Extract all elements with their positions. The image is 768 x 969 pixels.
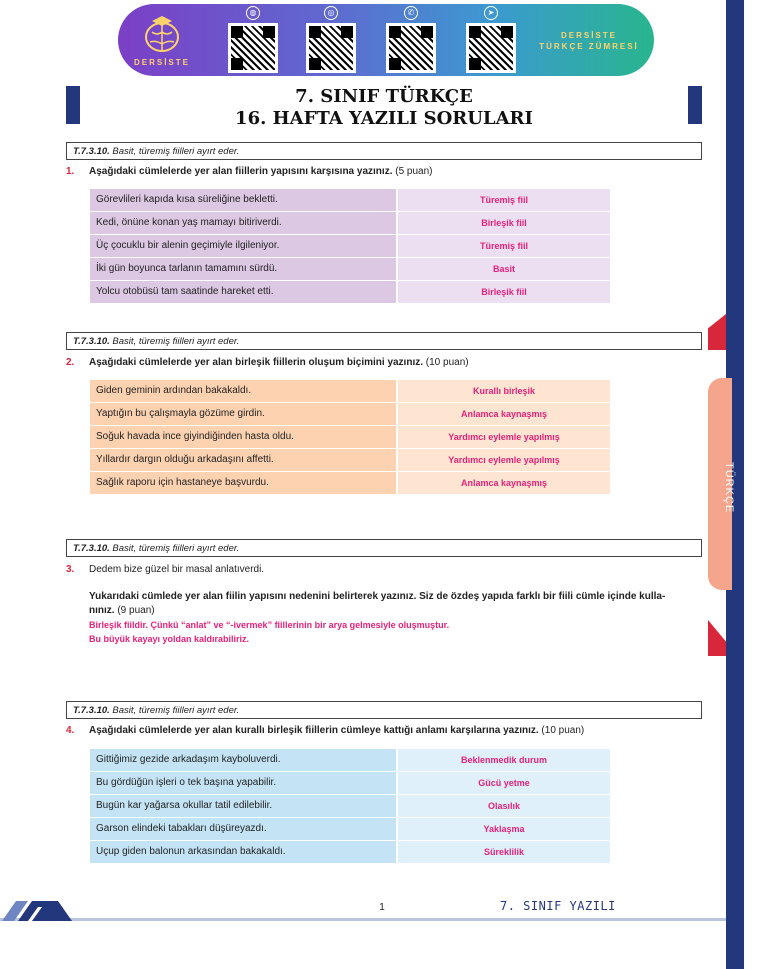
banner-right-text	[528, 30, 650, 52]
q2-outcome-text: Basit, türemiş fiilleri ayırt eder.	[109, 336, 240, 347]
q2-outcome-box	[66, 332, 702, 350]
page-number: 1	[379, 902, 385, 913]
qr-code-telegram[interactable]	[464, 6, 520, 72]
answer-cell: Anlamca kaynaşmış	[398, 403, 610, 425]
answer-cell: Beklenmedik durum	[398, 749, 610, 771]
q2-prompt: Aşağıdaki cümlelerde yer alan birleşik fiillerin oluşum biçimini yazınız.	[89, 357, 424, 368]
q3-answer-line2: Bu büyük kayayı yoldan kaldırabiliriz.	[89, 634, 250, 644]
whatsapp-icon: ✆	[404, 6, 418, 20]
answer-cell: Olasılık	[398, 795, 610, 817]
table-row	[90, 795, 610, 817]
sentence-cell: Giden geminin ardından bakakaldı.	[90, 380, 396, 402]
table-row	[90, 212, 610, 234]
sentence-cell: Görevlileri kapıda kısa süreliğine bekletti.	[90, 189, 396, 211]
q1-outcome-code: T.7.3.10.	[73, 146, 110, 157]
table-row	[90, 818, 610, 840]
q4-prompt: Aşağıdaki cümlelerde yer alan kurallı birleşik fiillerin cümleye kattığı anlamı karşılarına yazınız.	[89, 725, 539, 736]
sentence-cell: Yıllardır dargın olduğu arkadaşını affetti.	[90, 449, 396, 471]
sentence-cell: Bu gördüğün işleri o tek başına yapabilir.	[90, 772, 396, 794]
sentence-cell: Kedi, önüne konan yaş mamayı bitiriverdi.	[90, 212, 396, 234]
sentence-cell: Uçup giden balonun arkasından bakakaldı.	[90, 841, 396, 863]
q1-outcome-box	[66, 142, 702, 160]
qr-code-instagram[interactable]	[304, 6, 360, 72]
table-row	[90, 380, 610, 402]
sentence-cell: Bugün kar yağarsa okullar tatil edilebilir.	[90, 795, 396, 817]
banner-right-line1: DERSİSTE	[560, 31, 617, 40]
table-row	[90, 772, 610, 794]
brain-logo-icon	[140, 12, 184, 56]
q2-points: (10 puan)	[423, 357, 469, 368]
table-row	[90, 449, 610, 471]
table-row	[90, 258, 610, 280]
q2-outcome-code: T.7.3.10.	[73, 336, 110, 347]
footer-label: 7. SINIF YAZILI	[500, 899, 616, 913]
q3-answer-line1: Birleşik fiildir. Çünkü “anlat” ve “-ivermek” fiillerinin bir arya gelmesiyle oluşmuştur.	[89, 620, 450, 630]
instagram-icon: ◎	[324, 6, 338, 20]
q3-outcome-box	[66, 539, 702, 557]
sentence-cell: Soğuk havada ince giyindiğinden hasta oldu.	[90, 426, 396, 448]
answer-cell: Türemiş fiil	[398, 235, 610, 257]
q1-number: 1.	[66, 166, 75, 177]
table-row	[90, 403, 610, 425]
answer-cell: Süreklilik	[398, 841, 610, 863]
table-row	[90, 841, 610, 863]
answer-cell: Gücü yetme	[398, 772, 610, 794]
globe-icon: ◍	[246, 6, 260, 20]
sentence-cell: Üç çocuklu bir alenin geçimiyle ilgileniyor.	[90, 235, 396, 257]
side-flag-bottom	[708, 620, 726, 656]
q3-outcome-text: Basit, türemiş fiilleri ayırt eder.	[109, 543, 240, 554]
table-row	[90, 749, 610, 771]
table-row	[90, 189, 610, 211]
q4-points: (10 puan)	[538, 725, 585, 736]
q3-points: (9 puan)	[114, 605, 155, 616]
sentence-cell: Yaptığın bu çalışmayla gözüme girdin.	[90, 403, 396, 425]
q3-prompt-line1: Yukarıdaki cümlede yer alan fiilin yapısını nedenini belirterek yazınız. Siz de özdeş yapıda farklı bir fiili cümle içinde kulla-	[89, 591, 666, 602]
q3-number: 3.	[66, 564, 75, 575]
answer-cell: Birleşik fiil	[398, 281, 610, 303]
q4-outcome-code: T.7.3.10.	[73, 705, 110, 716]
sentence-cell: İki gün boyunca tarlanın tamamını sürdü.	[90, 258, 396, 280]
q2-number: 2.	[66, 357, 75, 368]
sentence-cell: Gittiğimiz gezide arkadaşım kayboluverdi.	[90, 749, 396, 771]
answer-cell: Anlamca kaynaşmış	[398, 472, 610, 494]
answer-cell: Kurallı birleşik	[398, 380, 610, 402]
qr-code-whatsapp[interactable]	[384, 6, 440, 72]
q1-outcome-text: Basit, türemiş fiilleri ayırt eder.	[109, 146, 240, 157]
answer-cell: Yardımcı eylemle yapılmış	[398, 426, 610, 448]
table-row	[90, 426, 610, 448]
table-row	[90, 235, 610, 257]
answer-cell: Yaklaşma	[398, 818, 610, 840]
q1-prompt: Aşağıdaki cümlelerde yer alan fiillerin yapısını karşısına yazınız.	[89, 166, 393, 177]
answer-cell: Birleşik fiil	[398, 212, 610, 234]
answer-cell: Türemiş fiil	[398, 189, 610, 211]
answer-cell: Basit	[398, 258, 610, 280]
footer-logo-icon	[2, 897, 74, 923]
sentence-cell: Yolcu otobüsü tam saatinde hareket etti.	[90, 281, 396, 303]
q3-outcome-code: T.7.3.10.	[73, 543, 110, 554]
subject-side-tab-label: TÜRKÇE	[723, 462, 735, 514]
page-title: 7. SINIF TÜRKÇE	[295, 86, 473, 107]
answer-cell: Yardımcı eylemle yapılmış	[398, 449, 610, 471]
q4-number: 4.	[66, 725, 75, 736]
brand-name: DERSİSTE	[133, 58, 190, 67]
side-flag-top	[708, 314, 726, 350]
q3-sentence: Dedem bize güzel bir masal anlatıverdi.	[89, 564, 265, 575]
telegram-icon: ➤	[484, 6, 498, 20]
page-subtitle: 16. HAFTA YAZILI SORULARI	[235, 108, 533, 129]
sentence-cell: Sağlık raporu için hastaneye başvurdu.	[90, 472, 396, 494]
banner-right-line2: TÜRKÇE ZÜMRESİ	[539, 42, 639, 51]
footer-divider	[0, 918, 726, 921]
sentence-cell: Garson elindeki tabakları düşüreyazdı.	[90, 818, 396, 840]
q1-points: (5 puan)	[392, 166, 433, 177]
q4-outcome-text: Basit, türemiş fiilleri ayırt eder.	[109, 705, 240, 716]
table-row	[90, 472, 610, 494]
q3-prompt-line2: nınız.	[89, 605, 115, 616]
qr-code-web[interactable]	[226, 6, 282, 72]
q4-outcome-box	[66, 701, 702, 719]
table-row	[90, 281, 610, 303]
